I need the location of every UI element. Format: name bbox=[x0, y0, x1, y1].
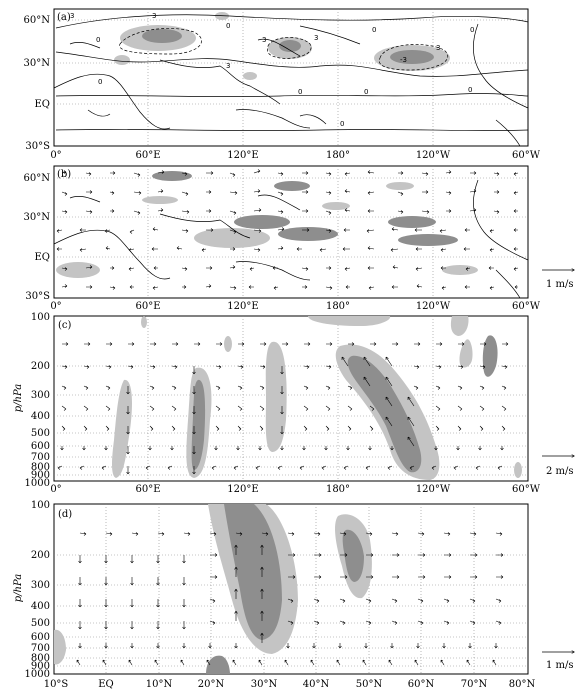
panel-c-xticks bbox=[50, 484, 540, 495]
ytick-label: 300 bbox=[30, 390, 50, 401]
panel-d-label: (d) bbox=[58, 509, 73, 520]
ytick-label: 60°N bbox=[23, 15, 50, 26]
panel-b bbox=[24, 166, 574, 312]
xtick-label: 30°N bbox=[250, 679, 278, 690]
contour-label: 3 bbox=[70, 12, 75, 20]
xtick-label: 180° bbox=[325, 150, 351, 161]
xtick-label: 0° bbox=[50, 150, 62, 161]
ytick-label: 30°S bbox=[25, 141, 50, 152]
contour-label: 3 bbox=[226, 62, 231, 70]
xtick-label: 40°N bbox=[302, 679, 330, 690]
contour-label: 3 bbox=[152, 12, 157, 20]
ytick-label: 800 bbox=[30, 462, 50, 473]
shade-small-1 bbox=[114, 55, 130, 65]
ytick-label: EQ bbox=[34, 99, 50, 110]
xtick-label: 70°N bbox=[460, 679, 488, 690]
ytick-label: 100 bbox=[30, 500, 50, 511]
contour-label: 0 bbox=[340, 120, 345, 128]
ytick-label: 1000 bbox=[24, 478, 50, 489]
panel-d-ref-vector bbox=[542, 652, 574, 671]
ytick-label: 700 bbox=[30, 452, 50, 463]
shade-b bbox=[322, 202, 350, 210]
panel-d-xticks bbox=[44, 679, 536, 690]
xtick-label: 10°S bbox=[43, 679, 69, 690]
panel-b-xticks bbox=[50, 301, 540, 312]
ytick-label: 300 bbox=[30, 580, 50, 591]
xtick-label: EQ bbox=[98, 679, 114, 690]
contour-label: 0 bbox=[226, 22, 231, 30]
shade-b bbox=[442, 265, 478, 275]
ytick-label: 600 bbox=[30, 441, 50, 452]
panel-b-ref-vector bbox=[542, 270, 574, 290]
xtick-label: 0° bbox=[50, 484, 62, 495]
shade-central-asia-core bbox=[142, 29, 182, 43]
panel-c-yticks bbox=[25, 312, 50, 489]
shade-b bbox=[274, 181, 310, 191]
ref-vector-label: 2 m/s bbox=[546, 466, 574, 477]
panel-c-ylabel: p/hPa bbox=[13, 383, 24, 413]
shade-b bbox=[194, 228, 270, 248]
xtick-label: 60°E bbox=[135, 150, 161, 161]
panel-a-xticks bbox=[50, 150, 540, 161]
panel-a-label: (a) bbox=[57, 12, 71, 23]
ytick-label: 30°S bbox=[25, 291, 50, 302]
contour-label: 3 bbox=[436, 44, 441, 52]
panel-d-yticks bbox=[25, 500, 50, 680]
shade-b bbox=[56, 262, 100, 278]
xtick-label: 120°E bbox=[227, 301, 259, 312]
xtick-label: 60°E bbox=[135, 301, 161, 312]
contour-label: 3 bbox=[314, 34, 319, 42]
contour-label: 0 bbox=[372, 26, 377, 34]
contour-label: 3 bbox=[262, 36, 267, 44]
xtick-label: 60°W bbox=[511, 150, 541, 161]
contour-label: 0 bbox=[298, 88, 303, 96]
ytick-label: EQ bbox=[34, 252, 50, 263]
shade-pacific-core bbox=[390, 50, 434, 64]
xtick-label: 120°W bbox=[415, 150, 451, 161]
xtick-label: 120°W bbox=[415, 484, 451, 495]
ytick-label: 400 bbox=[30, 411, 50, 422]
shade-b bbox=[234, 215, 290, 229]
shade-c bbox=[266, 342, 287, 452]
panel-a bbox=[24, 9, 541, 161]
ytick-label: 30°N bbox=[23, 212, 50, 223]
xtick-label: 60°W bbox=[511, 484, 541, 495]
panel-c-label: (c) bbox=[58, 320, 72, 331]
contour-label: 0 bbox=[96, 36, 101, 44]
ref-vector-label: 1 m/s bbox=[546, 279, 574, 290]
xtick-label: 50°N bbox=[355, 679, 383, 690]
shade-c bbox=[514, 462, 522, 478]
contour-label: 0 bbox=[364, 88, 369, 96]
contour-label: -3 bbox=[400, 56, 407, 64]
contour-label: 0 bbox=[468, 86, 473, 94]
ytick-label: 60°N bbox=[23, 173, 50, 184]
ytick-label: 600 bbox=[30, 632, 50, 643]
ref-vector-label: 1 m/s bbox=[546, 660, 574, 671]
xtick-label: 180° bbox=[325, 301, 351, 312]
xtick-label: 60°N bbox=[407, 679, 435, 690]
ytick-label: 30°N bbox=[23, 58, 50, 69]
ytick-label: 900 bbox=[30, 661, 50, 672]
panel-a-frame bbox=[54, 9, 528, 146]
shade-c bbox=[224, 336, 232, 352]
contour-label: 0 bbox=[470, 26, 475, 34]
shade-small-2 bbox=[243, 72, 257, 80]
xtick-label: 60°W bbox=[511, 301, 541, 312]
xtick-label: 20°N bbox=[197, 679, 225, 690]
ytick-label: 900 bbox=[30, 470, 50, 481]
xtick-label: 120°W bbox=[415, 301, 451, 312]
shade-b bbox=[388, 216, 436, 228]
shade-b bbox=[152, 171, 192, 181]
ytick-label: 500 bbox=[30, 428, 50, 439]
xtick-label: 120°E bbox=[227, 150, 259, 161]
xtick-label: 60°E bbox=[135, 484, 161, 495]
contour-label: 0 bbox=[98, 78, 103, 86]
shade-b bbox=[142, 196, 178, 204]
xtick-label: 80°N bbox=[508, 679, 536, 690]
panel-c-ref-vector bbox=[542, 456, 574, 477]
ytick-label: 400 bbox=[30, 601, 50, 612]
xtick-label: 120°E bbox=[227, 484, 259, 495]
shade-b bbox=[386, 182, 414, 190]
panel-d-ylabel: p/hPa bbox=[13, 573, 24, 603]
panel-b-label: (b) bbox=[57, 169, 72, 180]
ytick-label: 200 bbox=[30, 361, 50, 372]
panel-a-yticks bbox=[24, 15, 51, 152]
xtick-label: 10°N bbox=[145, 679, 173, 690]
ytick-label: 100 bbox=[30, 312, 50, 323]
xtick-label: 180° bbox=[325, 484, 351, 495]
xtick-label: 0° bbox=[50, 301, 62, 312]
panel-b-yticks bbox=[24, 173, 51, 302]
panel-d bbox=[13, 500, 574, 690]
ytick-label: 700 bbox=[30, 643, 50, 654]
ytick-label: 1000 bbox=[24, 669, 50, 680]
shade-b bbox=[398, 234, 458, 246]
shade-c bbox=[141, 316, 147, 328]
ytick-label: 200 bbox=[30, 550, 50, 561]
ytick-label: 500 bbox=[30, 618, 50, 629]
ytick-label: 800 bbox=[30, 653, 50, 664]
panel-c bbox=[13, 312, 574, 495]
